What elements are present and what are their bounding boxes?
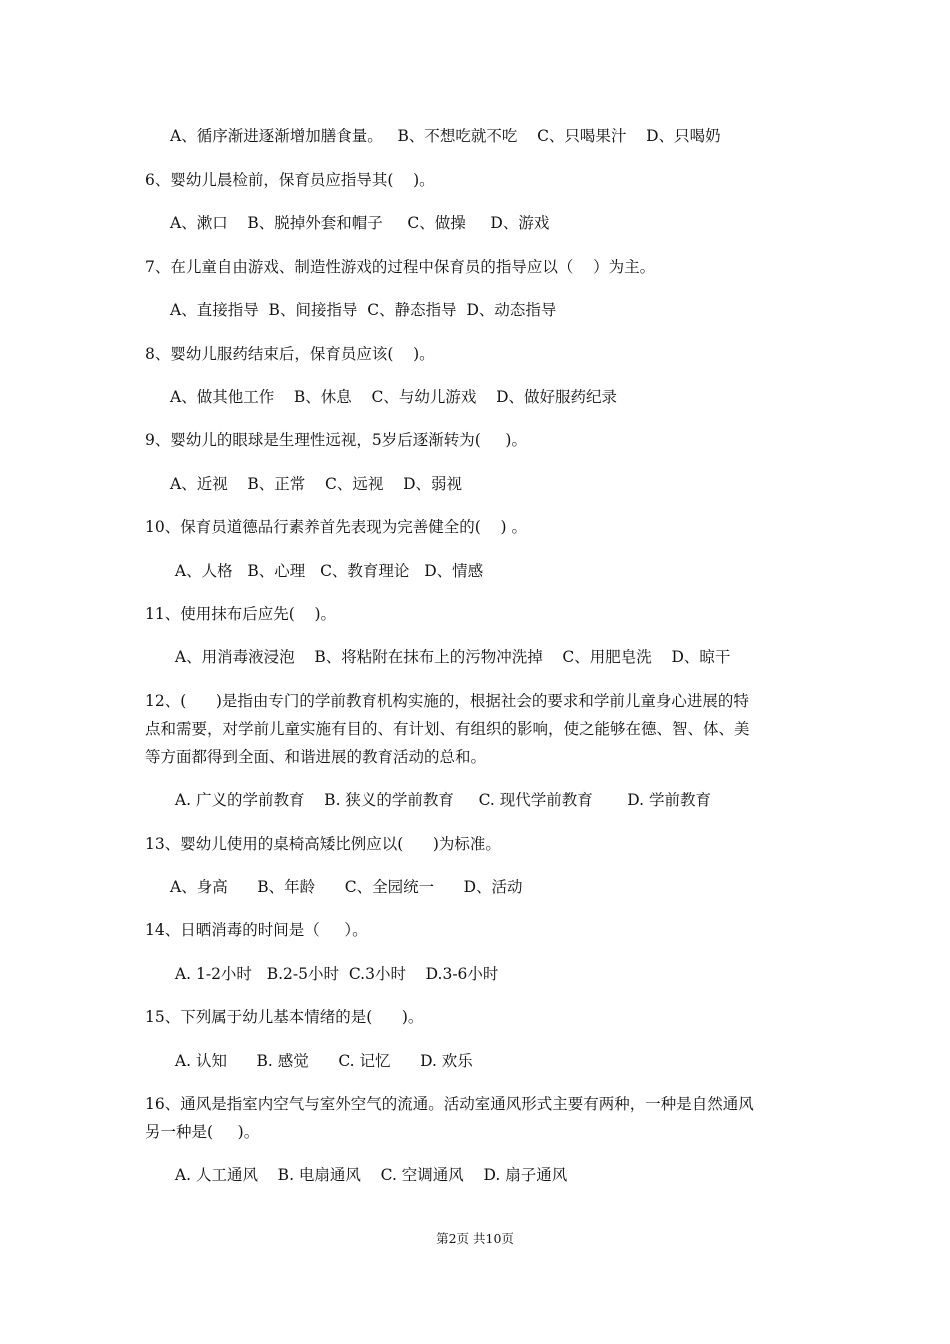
question-text: 点和需要，对学前儿童实施有目的、有计划、有组织的影响，使之能够在德、智、体、美 [145, 720, 750, 738]
question-text: 另一种是( )。 [145, 1123, 260, 1141]
question-text: 10、保育员道德品行素养首先表现为完善健全的( ) 。 [145, 518, 527, 536]
answer-options: A、近视 B、正常 C、远视 D、弱视 [170, 475, 462, 493]
question-text: 15、下列属于幼儿基本情绪的是( )。 [145, 1008, 424, 1026]
question-text: 11、使用抹布后应先( )。 [145, 605, 337, 623]
answer-options: A. 广义的学前教育 B. 狭义的学前教育 C. 现代学前教育 D. 学前教育 [170, 791, 711, 809]
answer-options: A、循序渐进逐渐增加膳食量。 B、不想吃就不吃 C、只喝果汁 D、只喝奶 [170, 127, 721, 145]
answer-options: A、用消毒液浸泡 B、将粘附在抹布上的污物冲洗掉 C、用肥皂洗 D、晾干 [170, 648, 731, 666]
question-text: 12、( )是指由专门的学前教育机构实施的，根据社会的要求和学前儿童身心进展的特 [145, 692, 749, 710]
question-text: 9、婴幼儿的眼球是生理性远视，5岁后逐渐转为( )。 [145, 431, 527, 449]
answer-options: A、漱口 B、脱掉外套和帽子 C、做操 D、游戏 [170, 214, 550, 232]
answer-options: A. 认知 B. 感觉 C. 记忆 D. 欢乐 [170, 1052, 473, 1070]
answer-options: A、身高 B、年龄 C、全园统一 D、活动 [170, 878, 523, 896]
question-text: 14、日晒消毒的时间是（ ）。 [145, 921, 368, 939]
question-text: 等方面都得到全面、和谐进展的教育活动的总和。 [145, 748, 487, 766]
question-text: 7、在儿童自由游戏、制造性游戏的过程中保育员的指导应以（ ）为主。 [145, 258, 656, 276]
question-text: 16、通风是指室内空气与室外空气的流通。活动室通风形式主要有两种，一种是自然通风 [145, 1095, 754, 1113]
question-text: 13、婴幼儿使用的桌椅高矮比例应以( )为标准。 [145, 835, 501, 853]
question-text: 8、婴幼儿服药结束后，保育员应该( )。 [145, 345, 435, 363]
answer-options: A. 1-2小时 B.2-5小时 C.3小时 D.3-6小时 [170, 965, 499, 983]
answer-options: A、直接指导 B、间接指导 C、静态指导 D、动态指导 [170, 301, 557, 319]
answer-options: A、做其他工作 B、休息 C、与幼儿游戏 D、做好服药纪录 [170, 388, 617, 406]
answer-options: A、人格 B、心理 C、教育理论 D、情感 [170, 562, 484, 580]
answer-options: A. 人工通风 B. 电扇通风 C. 空调通风 D. 扇子通风 [170, 1166, 568, 1184]
page-footer: 第2页 共10页 [436, 1231, 514, 1246]
question-text: 6、婴幼儿晨检前，保育员应指导其( )。 [145, 171, 435, 189]
